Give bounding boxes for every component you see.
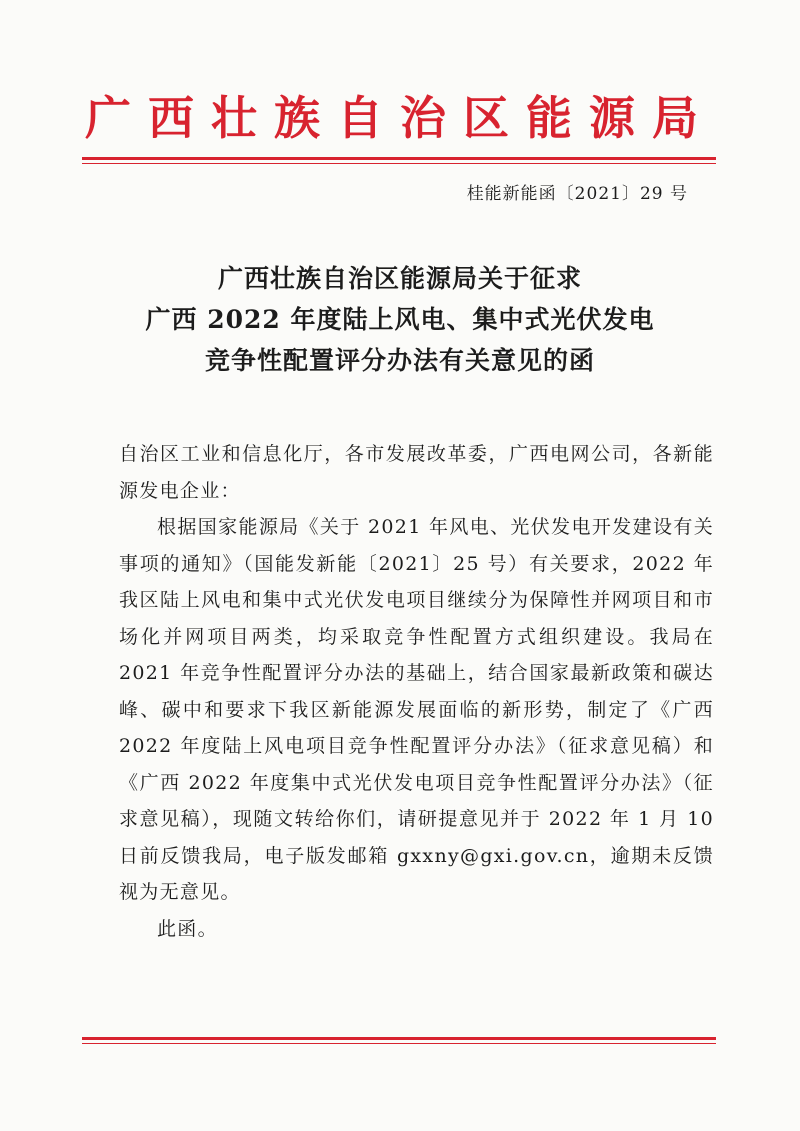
footer-red-rule (82, 1037, 716, 1040)
title-line: 竞争性配置评分办法有关意见的函 (204, 346, 595, 375)
org-header: 广西壮族自治区能源局 (85, 91, 715, 145)
addressee: 自治区工业和信息化厅，各市发展改革委，广西电网公司，各新能源发电企业： (119, 443, 714, 502)
footer-red-rule-thin (82, 1043, 716, 1044)
header-red-rule (82, 157, 716, 160)
closing-line: 此函。 (157, 917, 218, 940)
title-line: 广西壮族自治区能源局关于征求 (217, 264, 582, 293)
document-title (0, 258, 800, 381)
header-red-rule-thin (82, 163, 716, 164)
document-body (119, 436, 714, 947)
body-paragraph: 根据国家能源局《关于 2021 年风电、光伏发电开发建设有关事项的通知》（国能发新能〔2021〕25 号）有关要求，2022 年我区陆上风电和集中式光伏发电项目继续分为保障性并网项目和市场化并网项目两类，均采取竞争性配置方式组织建设。我局在 2021 年竞争性配置评分办法的基础上，结合国家最新政策和碳达峰、碳中和要求下我区新能源发展面临的新形势，制定了《广西 2022 年度陆上风电项目竞争性配置评分办法》（征求意见稿）和《广西 2022 年度集中式光伏发电项目竞争性配置评分办法》（征求意见稿），现随文转给你们，请研提意见并于 2022 年 1 月 10 日前反馈我局，电子版发邮箱 gxxny@gxi.gov.cn，逾期未反馈视为无意见。 (119, 516, 714, 903)
document-number: 桂能新能函〔2021〕29 号 (466, 184, 688, 204)
title-line: 广西 2022 年度陆上风电、集中式光伏发电 (145, 305, 655, 334)
